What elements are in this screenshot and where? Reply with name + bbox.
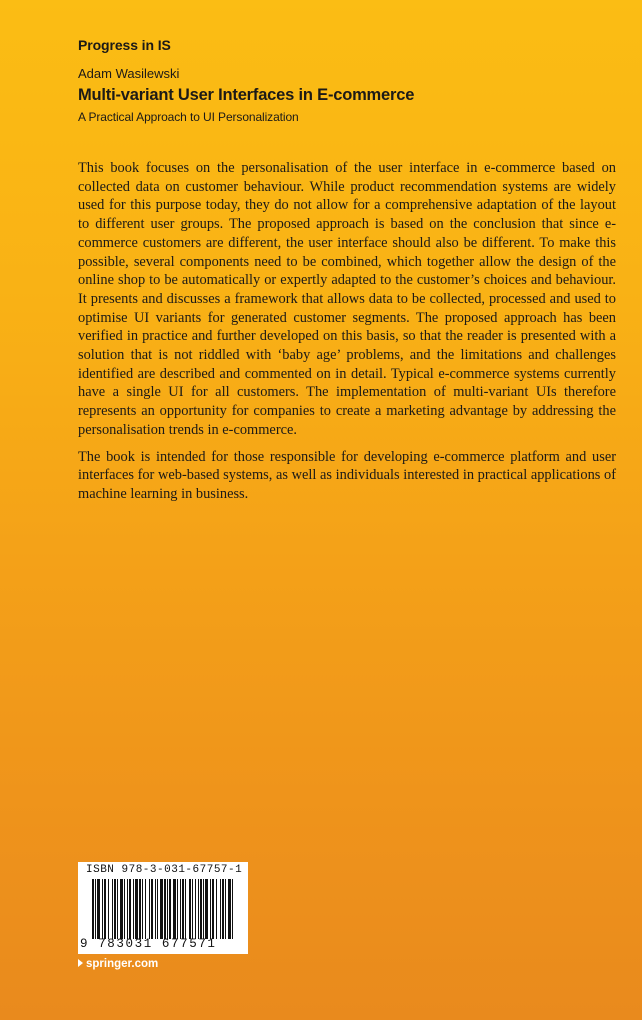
isbn-barcode (78, 862, 248, 954)
publisher-link[interactable] (78, 958, 158, 970)
series-name: Progress in IS (78, 37, 171, 53)
ean-digits: 9 783031 677571 (80, 937, 217, 951)
barcode-bars (92, 879, 234, 939)
description-paragraph-2: The book is intended for those responsible for developing e-commerce platform and user interfaces for web-based systems, as well as individuals interested in practical applications of machine learning in business. (78, 448, 616, 502)
book-description (78, 159, 616, 512)
book-title: Multi-variant User Interfaces in E-commerce (78, 86, 415, 104)
book-subtitle: A Practical Approach to UI Personalization (78, 110, 299, 124)
isbn-label: ISBN 978-3-031-67757-1 (86, 864, 243, 876)
description-paragraph-1: This book focuses on the personalisation of the user interface in e-commerce based on collected data on customer behaviour. While product recommendation systems are widely used for this purpose today, they do not allow for a comprehensive adaptation of the layout to different user groups. The proposed approach is based on the conclusion that since e-commerce customers are different, the user interface should also be different. To make this possible, several components need to be combined, which together allow the design of the online shop to be automatically or expertly adapted to the customer’s choices and behaviour. It presents and discusses a framework that allows data to be collected, processed and used to optimise UI variants for generated customer segments. The proposed approach has been verified in practice and further developed on this basis, so that the reader is presented with a solution that is not riddled with ‘baby age’ problems, and the limitations and challenges identified are described and commented on in detail. Typical e-commerce systems currently have a single UI for all customers. The implementation of multi-variant UIs therefore represents an opportunity for companies to create a marketing advantage by addressing the personalisation trends in e-commerce. (78, 160, 616, 438)
author-name: Adam Wasilewski (78, 66, 180, 81)
arrow-right-icon (78, 959, 83, 967)
publisher-url: springer.com (86, 958, 159, 970)
